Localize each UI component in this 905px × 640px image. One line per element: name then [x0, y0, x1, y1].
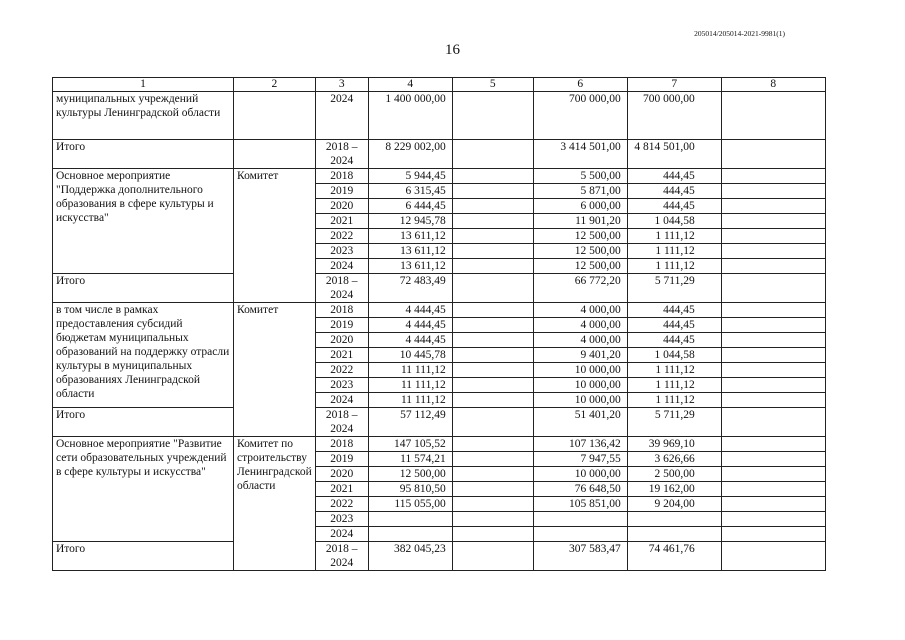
column-header: 1 [53, 78, 234, 92]
value-col4: 11 111,12 [368, 363, 452, 378]
year-cell: 2021 [315, 348, 368, 363]
value-col4 [368, 527, 452, 542]
value-col5 [452, 184, 533, 199]
value-col4: 4 444,45 [368, 303, 452, 318]
value-col5 [452, 274, 533, 303]
value-col7: 9 204,00 [627, 497, 721, 512]
value-col6: 10 000,00 [533, 467, 627, 482]
table-row [53, 437, 826, 452]
value-col6: 4 000,00 [533, 318, 627, 333]
value-col8 [721, 274, 825, 303]
value-col4: 4 444,45 [368, 318, 452, 333]
value-col4: 95 810,50 [368, 482, 452, 497]
value-col7: 444,45 [627, 184, 721, 199]
total-label: Итого [53, 140, 234, 169]
value-col4: 12 945,78 [368, 214, 452, 229]
value-col6 [533, 512, 627, 527]
value-col7: 444,45 [627, 333, 721, 348]
total-label: Итого [53, 542, 234, 571]
value-col6: 7 947,55 [533, 452, 627, 467]
value-col7: 1 111,12 [627, 378, 721, 393]
value-col5 [452, 169, 533, 184]
value-col6: 12 500,00 [533, 259, 627, 274]
value-col8 [721, 527, 825, 542]
value-col4: 1 400 000,00 [368, 92, 452, 140]
year-cell: 2023 [315, 378, 368, 393]
column-header: 4 [368, 78, 452, 92]
value-col7: 1 111,12 [627, 244, 721, 259]
value-col4: 5 944,45 [368, 169, 452, 184]
value-col7: 4 814 501,00 [627, 140, 721, 169]
value-col5 [452, 408, 533, 437]
year-cell: 2022 [315, 229, 368, 244]
value-col6: 10 000,00 [533, 393, 627, 408]
value-col6: 105 851,00 [533, 497, 627, 512]
value-col5 [452, 333, 533, 348]
value-col7: 444,45 [627, 318, 721, 333]
value-col6: 3 414 501,00 [533, 140, 627, 169]
value-col4: 10 445,78 [368, 348, 452, 363]
value-col7: 2 500,00 [627, 467, 721, 482]
value-col6: 11 901,20 [533, 214, 627, 229]
value-col6: 10 000,00 [533, 363, 627, 378]
value-col5 [452, 214, 533, 229]
year-cell: 2019 [315, 318, 368, 333]
value-col5 [452, 512, 533, 527]
responsible-cell: Комитет [234, 303, 316, 437]
value-col8 [721, 169, 825, 184]
value-col5 [452, 467, 533, 482]
value-col5 [452, 452, 533, 467]
value-col7: 1 111,12 [627, 259, 721, 274]
value-col6 [533, 527, 627, 542]
value-col4: 57 112,49 [368, 408, 452, 437]
table-row [53, 169, 826, 184]
value-col5 [452, 229, 533, 244]
value-col5 [452, 318, 533, 333]
table-row [53, 92, 826, 140]
column-header: 2 [234, 78, 316, 92]
value-col7: 1 111,12 [627, 363, 721, 378]
total-row [53, 408, 826, 437]
value-col5 [452, 259, 533, 274]
value-col6: 5 500,00 [533, 169, 627, 184]
value-col4: 6 315,45 [368, 184, 452, 199]
year-cell: 2018 [315, 437, 368, 452]
page-number: 16 [445, 42, 460, 58]
value-col8 [721, 333, 825, 348]
value-col7: 444,45 [627, 169, 721, 184]
value-col7: 19 162,00 [627, 482, 721, 497]
value-col5 [452, 363, 533, 378]
total-label: Итого [53, 408, 234, 437]
value-col7: 700 000,00 [627, 92, 721, 140]
value-col4: 11 111,12 [368, 393, 452, 408]
value-col5 [452, 497, 533, 512]
value-col7: 5 711,29 [627, 408, 721, 437]
year-cell: 2024 [315, 92, 368, 140]
value-col8 [721, 348, 825, 363]
year-cell: 2021 [315, 214, 368, 229]
value-col8 [721, 482, 825, 497]
value-col5 [452, 482, 533, 497]
value-col6: 4 000,00 [533, 303, 627, 318]
year-cell: 2019 [315, 452, 368, 467]
value-col8 [721, 363, 825, 378]
value-col7 [627, 527, 721, 542]
value-col6: 4 000,00 [533, 333, 627, 348]
value-col6: 700 000,00 [533, 92, 627, 140]
value-col4: 115 055,00 [368, 497, 452, 512]
table-row [53, 303, 826, 318]
value-col4: 4 444,45 [368, 333, 452, 348]
value-col7: 1 111,12 [627, 229, 721, 244]
value-col5 [452, 378, 533, 393]
value-col4: 11 111,12 [368, 378, 452, 393]
value-col7: 3 626,66 [627, 452, 721, 467]
value-col6: 12 500,00 [533, 229, 627, 244]
value-col8 [721, 512, 825, 527]
value-col5 [452, 244, 533, 259]
value-col5 [452, 527, 533, 542]
value-col8 [721, 214, 825, 229]
year-cell: 2020 [315, 333, 368, 348]
year-cell: 2023 [315, 512, 368, 527]
value-col4: 382 045,23 [368, 542, 452, 571]
total-label: Итого [53, 274, 234, 303]
year-cell: 2020 [315, 467, 368, 482]
value-col5 [452, 348, 533, 363]
year-range-cell: 2018 – 2024 [315, 408, 368, 437]
year-cell: 2019 [315, 184, 368, 199]
column-header: 3 [315, 78, 368, 92]
year-range-cell: 2018 – 2024 [315, 274, 368, 303]
year-cell: 2021 [315, 482, 368, 497]
value-col8 [721, 229, 825, 244]
value-col8 [721, 199, 825, 214]
value-col7: 444,45 [627, 303, 721, 318]
year-cell: 2020 [315, 199, 368, 214]
value-col5 [452, 437, 533, 452]
value-col6: 12 500,00 [533, 244, 627, 259]
value-col6: 307 583,47 [533, 542, 627, 571]
value-col4: 13 611,12 [368, 259, 452, 274]
measure-description: в том числе в рамках предоставления субсидий бюджетам муниципальных образований на поддержку отрасли культуры в муниципальных образованиях Ленинградской области [53, 303, 234, 408]
value-col7: 1 044,58 [627, 214, 721, 229]
column-header-row [53, 78, 826, 92]
value-col8 [721, 437, 825, 452]
value-col6: 66 772,20 [533, 274, 627, 303]
value-col7: 5 711,29 [627, 274, 721, 303]
year-cell: 2024 [315, 527, 368, 542]
value-col8 [721, 184, 825, 199]
value-col5 [452, 199, 533, 214]
value-col8 [721, 467, 825, 482]
measure-description: муниципальных учреждений культуры Ленинградской области [53, 92, 234, 140]
value-col8 [721, 542, 825, 571]
value-col8 [721, 244, 825, 259]
value-col8 [721, 92, 825, 140]
value-col6: 10 000,00 [533, 378, 627, 393]
responsible-cell [234, 92, 316, 140]
year-cell: 2022 [315, 497, 368, 512]
value-col6: 51 401,20 [533, 408, 627, 437]
column-header: 8 [721, 78, 825, 92]
year-cell: 2018 [315, 169, 368, 184]
value-col5 [452, 140, 533, 169]
value-col8 [721, 497, 825, 512]
total-row [53, 274, 826, 303]
value-col4: 12 500,00 [368, 467, 452, 482]
value-col7: 1 111,12 [627, 393, 721, 408]
document-id: 205014/205014-2021-9981(1) [694, 29, 785, 38]
value-col4: 147 105,52 [368, 437, 452, 452]
value-col8 [721, 259, 825, 274]
responsible-cell: Комитет [234, 169, 316, 303]
year-cell: 2024 [315, 259, 368, 274]
value-col4: 13 611,12 [368, 229, 452, 244]
responsible-cell: Комитет по строительству Ленинградской области [234, 437, 316, 571]
value-col5 [452, 542, 533, 571]
value-col7 [627, 512, 721, 527]
value-col4: 11 574,21 [368, 452, 452, 467]
value-col8 [721, 378, 825, 393]
measure-description: Основное мероприятие "Поддержка дополнительного образования в сфере культуры и искусства" [53, 169, 234, 274]
value-col7: 39 969,10 [627, 437, 721, 452]
value-col6: 107 136,42 [533, 437, 627, 452]
value-col4: 13 611,12 [368, 244, 452, 259]
value-col5 [452, 303, 533, 318]
value-col8 [721, 303, 825, 318]
budget-table [52, 77, 826, 571]
value-col6: 6 000,00 [533, 199, 627, 214]
year-range-cell: 2018 – 2024 [315, 542, 368, 571]
value-col5 [452, 92, 533, 140]
value-col4: 72 483,49 [368, 274, 452, 303]
value-col4: 6 444,45 [368, 199, 452, 214]
total-row [53, 542, 826, 571]
year-cell: 2024 [315, 393, 368, 408]
value-col7: 1 044,58 [627, 348, 721, 363]
value-col7: 74 461,76 [627, 542, 721, 571]
value-col5 [452, 393, 533, 408]
column-header: 5 [452, 78, 533, 92]
measure-description: Основное мероприятие "Развитие сети образовательных учреждений в сфере культуры и искусства" [53, 437, 234, 542]
year-cell: 2018 [315, 303, 368, 318]
year-cell: 2022 [315, 363, 368, 378]
value-col8 [721, 393, 825, 408]
value-col4: 8 229 002,00 [368, 140, 452, 169]
responsible-cell [234, 140, 316, 169]
value-col8 [721, 140, 825, 169]
value-col4 [368, 512, 452, 527]
year-range-cell: 2018 – 2024 [315, 140, 368, 169]
value-col8 [721, 408, 825, 437]
value-col7: 444,45 [627, 199, 721, 214]
year-cell: 2023 [315, 244, 368, 259]
value-col6: 5 871,00 [533, 184, 627, 199]
total-row [53, 140, 826, 169]
column-header: 7 [627, 78, 721, 92]
column-header: 6 [533, 78, 627, 92]
value-col6: 76 648,50 [533, 482, 627, 497]
value-col8 [721, 452, 825, 467]
value-col6: 9 401,20 [533, 348, 627, 363]
value-col8 [721, 318, 825, 333]
